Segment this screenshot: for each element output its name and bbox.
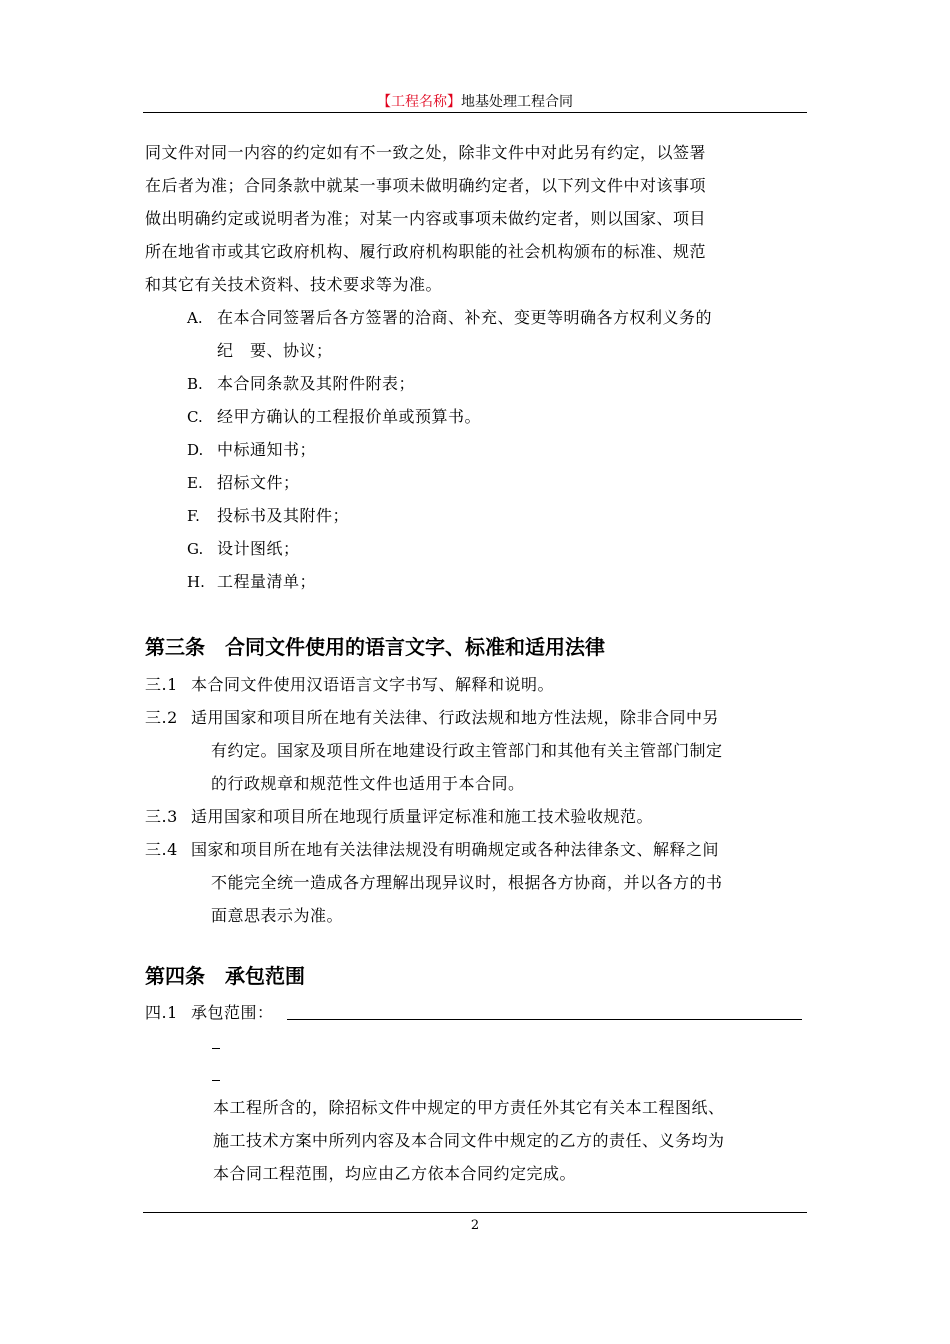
intro-line: 在后者为准；合同条款中就某一事项未做明确约定者，以下列文件中对该事项 xyxy=(145,176,707,195)
clause-number: 三.4 xyxy=(145,840,178,859)
list-item-text: 经甲方确认的工程报价单或预算书。 xyxy=(217,407,482,426)
header-rule xyxy=(143,112,807,113)
list-marker: H. xyxy=(187,573,205,591)
clause-number: 四.1 xyxy=(145,1003,178,1022)
footer-rule xyxy=(143,1212,807,1213)
clause-text: 不能完全统一造成各方理解出现异议时，根据各方协商，并以各方的书 xyxy=(211,873,723,892)
clause-text: 适用国家和项目所在地现行质量评定标准和施工技术验收规范。 xyxy=(191,807,654,826)
scope-text: 本合同工程范围，均应由乙方依本合同约定完成。 xyxy=(213,1164,577,1183)
blank-mark xyxy=(212,1048,220,1049)
clause-text: 适用国家和项目所在地有关法律、行政法规和地方性法规，除非合同中另 xyxy=(191,708,720,727)
list-marker: B. xyxy=(187,375,203,393)
list-item-text: 招标文件； xyxy=(217,473,300,492)
intro-line: 和其它有关技术资料、技术要求等为准。 xyxy=(145,275,443,294)
list-marker: F. xyxy=(187,507,200,525)
page-header xyxy=(143,92,807,112)
blank-mark xyxy=(212,1080,220,1081)
list-item-text: 中标通知书； xyxy=(217,440,317,459)
clause-text: 本合同文件使用汉语语言文字书写、解释和说明。 xyxy=(191,675,555,694)
scope-label: 承包范围： xyxy=(191,1003,274,1022)
list-item-text: 本合同条款及其附件附表； xyxy=(217,374,416,393)
clause-number: 三.2 xyxy=(145,708,178,727)
list-marker: C. xyxy=(187,408,203,426)
list-item-text: 投标书及其附件； xyxy=(217,506,350,525)
scope-fill-in-line xyxy=(287,1019,802,1020)
project-name-placeholder: 【工程名称】 xyxy=(377,94,461,110)
scope-text: 本工程所含的，除招标文件中规定的甲方责任外其它有关本工程图纸、 xyxy=(213,1098,725,1117)
list-marker: A. xyxy=(187,309,203,327)
clause-text: 面意思表示为准。 xyxy=(211,906,344,925)
list-marker: G. xyxy=(187,540,204,558)
list-item-text: 设计图纸； xyxy=(217,539,300,558)
scope-text: 施工技术方案中所列内容及本合同文件中规定的乙方的责任、义务均为 xyxy=(213,1131,725,1150)
intro-line: 所在地省市或其它政府机构、履行政府机构职能的社会机构颁布的标准、规范 xyxy=(145,242,707,261)
article-3-heading: 第三条 合同文件使用的语言文字、标准和适用法律 xyxy=(145,635,605,659)
clause-text: 的行政规章和规范性文件也适用于本合同。 xyxy=(211,774,525,793)
intro-line: 做出明确约定或说明者为准；对某一内容或事项未做约定者，则以国家、项目 xyxy=(145,209,707,228)
intro-line: 同文件对同一内容的约定如有不一致之处，除非文件中对此另有约定，以签署 xyxy=(145,143,707,162)
list-item-text: 纪 要、协议； xyxy=(217,341,333,360)
clause-number: 三.3 xyxy=(145,807,178,826)
clause-number: 三.1 xyxy=(145,675,178,694)
clause-text: 国家和项目所在地有关法律法规没有明确规定或各种法律条文、解释之间 xyxy=(191,840,720,859)
contract-title: 地基处理工程合同 xyxy=(461,94,573,110)
list-marker: E. xyxy=(187,474,203,492)
page-number: 2 xyxy=(470,1218,480,1233)
list-item-text: 在本合同签署后各方签署的洽商、补充、变更等明确各方权利义务的 xyxy=(217,308,713,327)
list-marker: D. xyxy=(187,441,204,459)
clause-text: 有约定。国家及项目所在地建设行政主管部门和其他有关主管部门制定 xyxy=(211,741,723,760)
article-4-heading: 第四条 承包范围 xyxy=(145,964,305,988)
list-item-text: 工程量清单； xyxy=(217,572,317,591)
